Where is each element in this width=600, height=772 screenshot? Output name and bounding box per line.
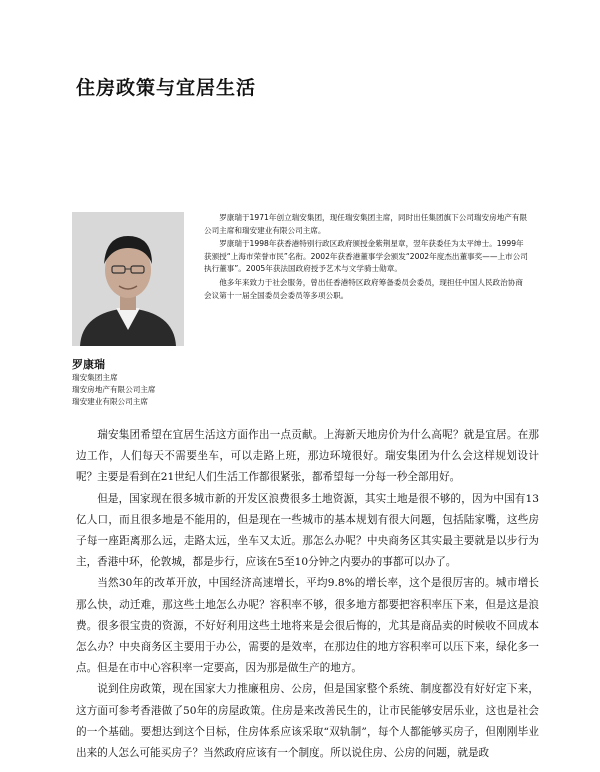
bio-paragraph: 罗康瑞于1998年获香港特别行政区政府颁授金紫荆星章，翌年获委任为太平绅士。1999年获颁授“上海市荣誉市民”名衔。2002年获香港董事学会颁发“2002年度杰出董事奖——上市公司执行董事”。2005年获法国政府授予艺术与文学骑士勋章。 <box>204 239 528 274</box>
author-role: 瑞安房地产有限公司主席 <box>72 385 156 394</box>
author-role: 瑞安建业有限公司主席 <box>72 397 148 406</box>
author-role: 瑞安集团主席 <box>72 373 118 382</box>
portrait-illustration <box>72 212 184 346</box>
author-name: 罗康瑞 <box>72 358 105 371</box>
bio-paragraph: 他多年来致力于社会服务，曾出任香港特区政府筹备委员会委员，现担任中国人民政治协商会议第十一届全国委员会委员等多项公职。 <box>204 277 523 300</box>
biography <box>204 212 530 303</box>
author-roles <box>72 372 156 408</box>
page-title: 住房政策与宜居生活 <box>76 77 257 99</box>
bio-paragraph: 罗康瑞于1971年创立瑞安集团，现任瑞安集团主席，同时出任集团旗下公司瑞安房地产有限公司主席和瑞安建业有限公司主席。 <box>204 213 528 235</box>
body-paragraph: 说到住房政策，现在国家大力推廉租房、公房，但是国家整个系统、制度都没有好好定下来，这方面可参考香港做了50年的房屋政策。住房是来改善民生的，让市民能够安居乐业，这也是社会的一个基础。要想达到这个目标，住房体系应该采取“双轨制”，每个人都能够买房子，但刚刚毕业出来的人怎么可能买房子？当然政府应该有一个制度。所以说住房、公房的问题，就是政 <box>76 683 539 760</box>
article-body <box>76 425 539 764</box>
portrait-photo <box>72 212 184 346</box>
body-paragraph: 瑞安集团希望在宜居生活这方面作出一点贡献。上海新天地房价为什么高呢？就是宜居。在那边工作，人们每天不需要坐车，可以走路上班，那边环境很好。瑞安集团为什么会这样规划设计呢？主要是看到在21世纪人们生活工作都很紧张，都希望每一分每一秒全部用好。 <box>76 429 539 484</box>
body-paragraph: 但是，国家现在很多城市新的开发区浪费很多土地资源，其实土地是很不够的，因为中国有13亿人口，而且很多地是不能用的，但是现在一些城市的基本规划有很大问题，包括陆家嘴，这些房子每一座距离那么远，走路太远，坐车又太近。那怎么办呢？中央商务区其实最主要就是以步行为主，香港中环，伦敦城，都是步行，应该在5至10分钟之内要办的事都可以办了。 <box>76 492 539 569</box>
body-paragraph: 当然30年的改革开放，中国经济高速增长，平均9.8%的增长率，这个是很厉害的。城市增长那么快，动迁难，那这些土地怎么办呢？容积率不够，很多地方都要把容积率压下来，但是这是浪费。很多很宝贵的资源，不好好利用这些土地将来是会很后悔的，尤其是商品卖的时候收不回成本怎么办？中央商务区主要用于办公，需要的是效率，在那边住的地方容积率可以压下来，绿化多一点。但是在市中心容积率一定要高，因为那是做生产的地方。 <box>76 577 539 675</box>
